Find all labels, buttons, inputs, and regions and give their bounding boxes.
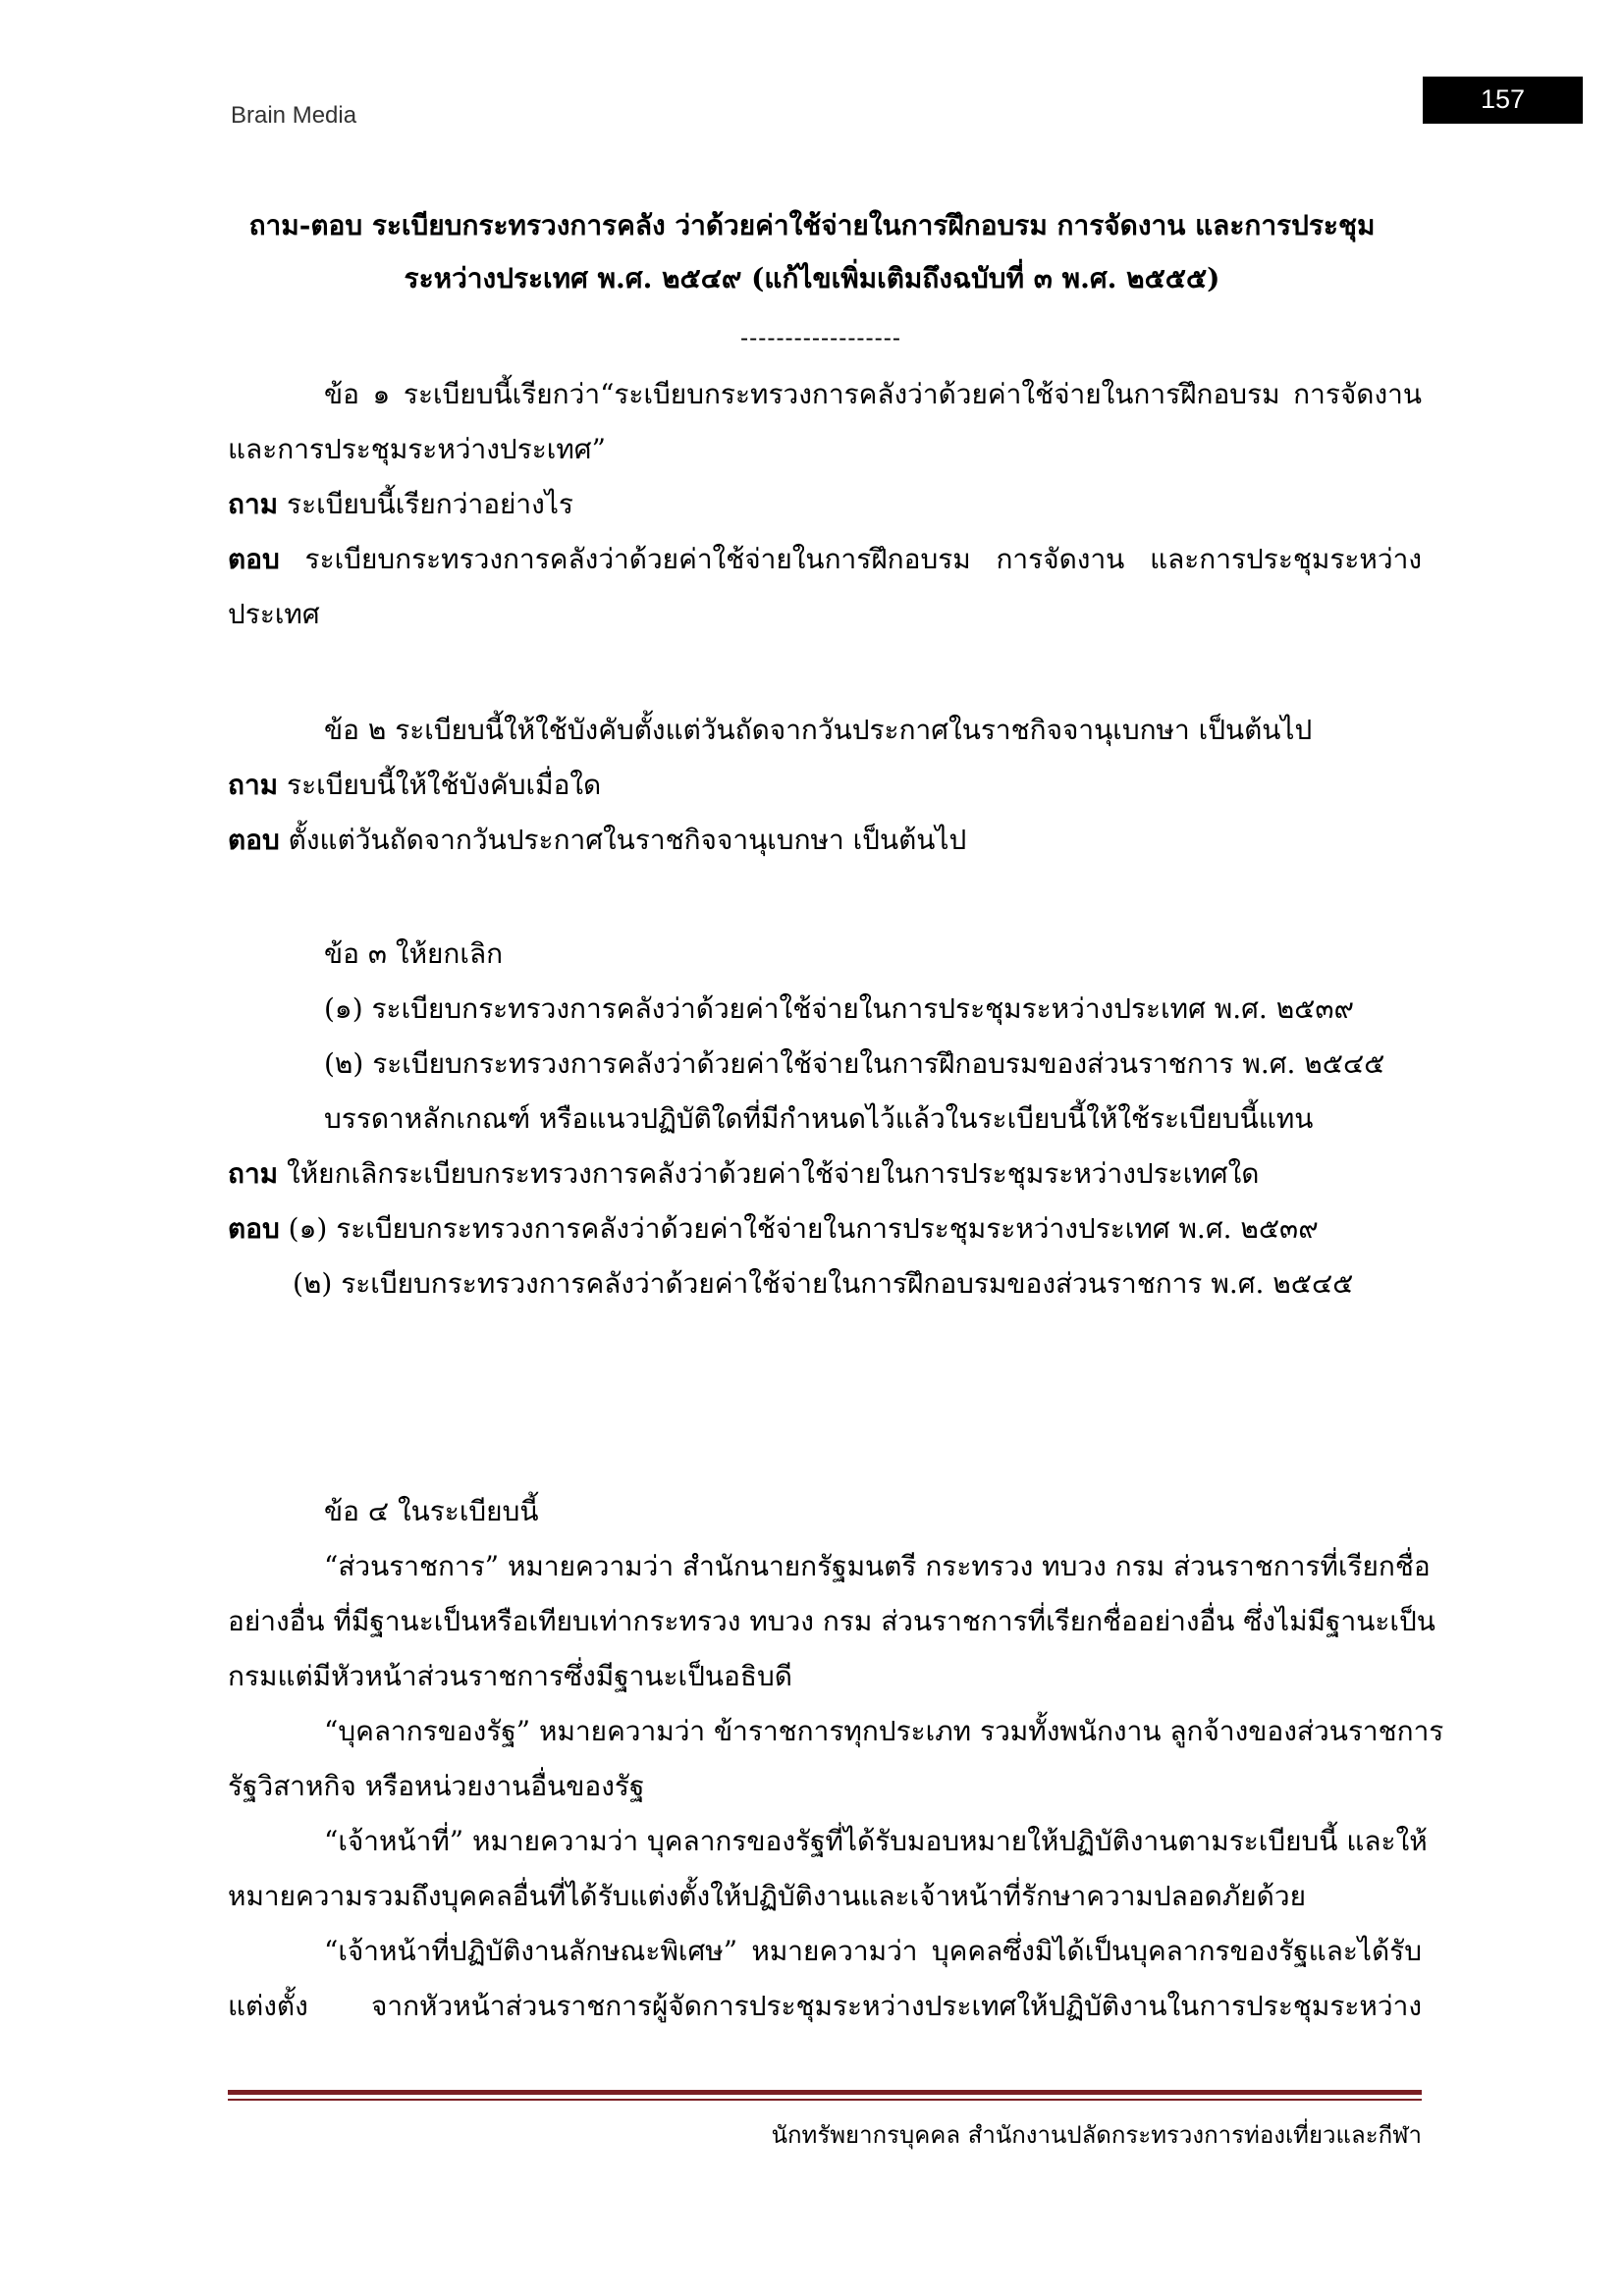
definition-4-line2: แต่งตั้ง จากหัวหน้าส่วนราชการผู้จัดการประชุมระหว่างประเทศให้ปฏิบัติงานในการประชุมระหว่าง [228, 1990, 1422, 2022]
answer-2 [228, 819, 966, 862]
clause-2: ข้อ ๒ ระเบียบนี้ให้ใช้บังคับตั้งแต่วันถัดจากวันประกาศในราชกิจจานุเบกษา เป็นต้นไป [324, 714, 1313, 746]
clause-3-item-2: (๒) ระเบียบกระทรวงการคลังว่าด้วยค่าใช้จ่ายในการฝึกอบรมของส่วนราชการ พ.ศ. ๒๕๔๕ [324, 1047, 1385, 1080]
question-label: ถาม [228, 488, 279, 520]
definition-3-line1: “เจ้าหน้าที่” หมายความว่า บุคลากรของรัฐที่ได้รับมอบหมายให้ปฏิบัติงานตามระเบียบนี้ และให้ [324, 1825, 1428, 1857]
answer-text: (๑) ระเบียบกระทรวงการคลังว่าด้วยค่าใช้จ่ายในการประชุมระหว่างประเทศ พ.ศ. ๒๕๓๙ [279, 1212, 1319, 1245]
question-text: ระเบียบนี้เรียกว่าอย่างไร [278, 488, 573, 520]
page-number: 157 [1423, 77, 1583, 124]
definition-2-line2: รัฐวิสาหกิจ หรือหน่วยงานอื่นของรัฐ [228, 1770, 645, 1802]
answer-label: ตอบ [228, 824, 280, 856]
footer-rule-thin [228, 2099, 1422, 2101]
clause-4: ข้อ ๔ ในระเบียบนี้ [324, 1495, 539, 1527]
definition-3-line2: หมายความรวมถึงบุคคลอื่นที่ได้รับแต่งตั้งให้ปฏิบัติงานและเจ้าหน้าที่รักษาความปลอดภัยด้วย [228, 1880, 1306, 1912]
footer-text: นักทรัพยากรบุคคล สำนักงานปลัดกระทรวงการท่องเที่ยวและกีฬา [771, 2121, 1422, 2149]
definition-1-line1: “ส่วนราชการ” หมายความว่า สำนักนายกรัฐมนตรี กระทรวง ทบวง กรม ส่วนราชการที่เรียกชื่อ [324, 1550, 1431, 1582]
answer-text: ระเบียบกระทรวงการคลังว่าด้วยค่าใช้จ่ายในการฝึกอบรม การจัดงาน และการประชุมระหว่าง [279, 543, 1422, 575]
answer-text: ตั้งแต่วันถัดจากวันประกาศในราชกิจจานุเบกษา เป็นต้นไป [279, 824, 967, 856]
footer-rule-thick [228, 2090, 1422, 2095]
question-3 [228, 1152, 1259, 1196]
definition-2-line1: “บุคลากรของรัฐ” หมายความว่า ข้าราชการทุกประเภท รวมทั้งพนักงาน ลูกจ้างของส่วนราชการ [324, 1715, 1444, 1747]
clause-1-cont: และการประชุมระหว่างประเทศ” [228, 433, 606, 465]
definition-4-line1: “เจ้าหน้าที่ปฏิบัติงานลักษณะพิเศษ” หมายความว่า บุคคลซึ่งมิได้เป็นบุคลากรของรัฐและได้รับ [324, 1935, 1422, 1967]
header-brand: Brain Media [231, 102, 357, 129]
answer-3 [228, 1207, 1319, 1251]
definition-1-line3: กรมแต่มีหัวหน้าส่วนราชการซึ่งมีฐานะเป็นอธิบดี [228, 1660, 792, 1692]
question-text: ระเบียบนี้ให้ใช้บังคับเมื่อใด [278, 769, 602, 801]
answer-1-cont: ประเทศ [228, 598, 320, 630]
document-title-line1: ถาม-ตอบ ระเบียบกระทรวงการคลัง ว่าด้วยค่าใช้จ่ายในการฝึกอบรม การจัดงาน และการประชุม [248, 209, 1376, 241]
question-label: ถาม [228, 769, 279, 801]
answer-1 [228, 538, 1422, 581]
question-text: ให้ยกเลิกระเบียบกระทรวงการคลังว่าด้วยค่าใช้จ่ายในการประชุมระหว่างประเทศใด [278, 1157, 1260, 1190]
answer-label: ตอบ [228, 1212, 280, 1245]
question-label: ถาม [228, 1157, 279, 1190]
question-1 [228, 483, 573, 526]
definition-1-line2: อย่างอื่น ที่มีฐานะเป็นหรือเทียบเท่ากระทรวง ทบวง กรม ส่วนราชการที่เรียกชื่ออย่างอื่น ซึ่งไม่มีฐานะเป็น [228, 1605, 1435, 1637]
question-2 [228, 764, 601, 807]
clause-3-item-3: บรรดาหลักเกณฑ์ หรือแนวปฏิบัติใดที่มีกำหนดไว้แล้วในระเบียบนี้ให้ใช้ระเบียบนี้แทน [324, 1102, 1314, 1135]
clause-1: ข้อ ๑ ระเบียบนี้เรียกว่า“ระเบียบกระทรวงการคลังว่าด้วยค่าใช้จ่ายในการฝึกอบรม การจัดงาน [324, 378, 1422, 410]
clause-3-item-1: (๑) ระเบียบกระทรวงการคลังว่าด้วยค่าใช้จ่ายในการประชุมระหว่างประเทศ พ.ศ. ๒๕๓๙ [324, 992, 1355, 1025]
clause-3: ข้อ ๓ ให้ยกเลิก [324, 937, 504, 970]
document-title-line2: ระหว่างประเทศ พ.ศ. ๒๕๔๙ (แก้ไขเพิ่มเติมถึงฉบับที่ ๓ พ.ศ. ๒๕๕๕) [404, 262, 1220, 294]
answer-3-cont: (๒) ระเบียบกระทรวงการคลังว่าด้วยค่าใช้จ่ายในการฝึกอบรมของส่วนราชการ พ.ศ. ๒๕๔๕ [293, 1267, 1354, 1300]
title-separator: ------------------ [740, 324, 901, 351]
answer-label: ตอบ [228, 543, 280, 575]
